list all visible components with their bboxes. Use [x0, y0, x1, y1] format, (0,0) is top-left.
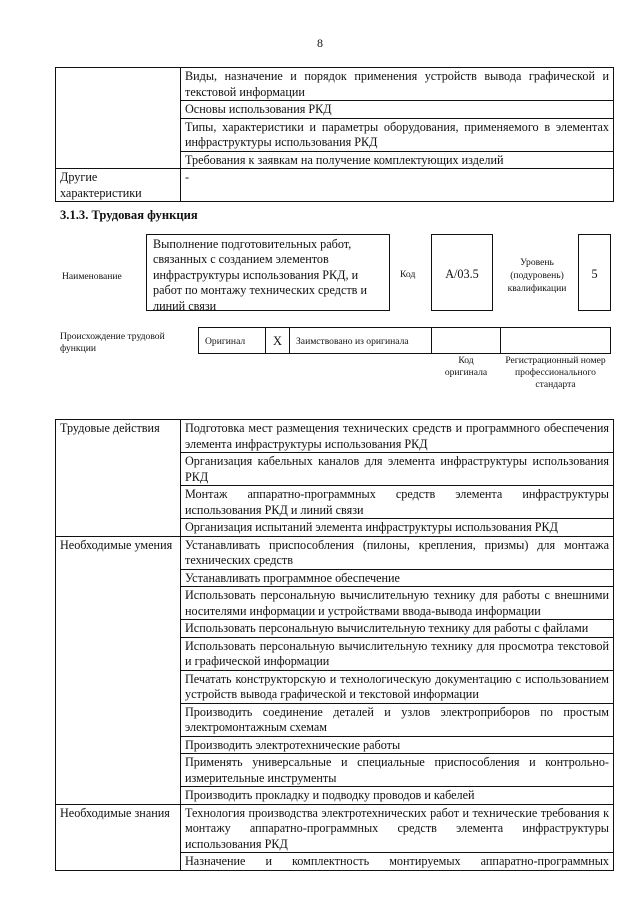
original-label: Оригинал [198, 327, 266, 354]
page-number: 8 [317, 36, 323, 50]
reg-number-caption: Регистрационный номер профессионального стандарта [505, 355, 606, 390]
list-item: Технология производства электротехнических работ и технические требования к монтажу аппаратно-программных средств элемента инфраструктуры использования РКД [181, 804, 614, 853]
list-item: Назначение и комплектность монтируемых аппаратно-программных [181, 853, 614, 871]
list-item: Организация испытаний элемента инфраструктуры использования РКД [181, 519, 614, 537]
list-item: Организация кабельных каналов для элемента инфраструктуры использования РКД [181, 453, 614, 486]
list-item: Производить прокладку и подводку проводов и кабелей [181, 787, 614, 805]
table-row [56, 169, 614, 202]
main-table [55, 419, 614, 871]
table-row [56, 804, 614, 853]
list-item: Монтаж аппаратно-программных средств элемента инфраструктуры использования РКД и линий связи [181, 486, 614, 519]
list-item: Типы, характеристики и параметры оборудования, применяемого в элементах инфраструктуры использования РКД [181, 118, 614, 151]
list-item: Производить соединение деталей и узлов электроприборов по простым электромонтажным схемам [181, 703, 614, 736]
list-item: Устанавливать программное обеспечение [181, 569, 614, 587]
borrowed-label: Заимствовано из оригинала [289, 327, 432, 354]
list-item: Подготовка мест размещения технических средств и программного обеспечения элемента инфраструктуры использования РКД [181, 420, 614, 453]
original-mark: X [265, 327, 290, 354]
list-item: Производить электротехнические работы [181, 736, 614, 754]
list-item: Использовать персональную вычислительную технику для просмотра текстовой и графической информации [181, 637, 614, 670]
category-cell [56, 68, 181, 169]
table-row [56, 68, 614, 101]
code-original-cell [431, 327, 501, 354]
origin-label: Происхождение трудовой функции [60, 331, 165, 354]
category-cell: Трудовые действия [56, 420, 181, 537]
list-item: Применять универсальные и специальные приспособления и контрольно-измерительные инструменты [181, 754, 614, 787]
name-label: Наименование [62, 271, 122, 282]
top-table [55, 67, 614, 202]
list-item: Устанавливать приспособления (пилоны, крепления, призмы) для монтажа технических средств [181, 536, 614, 569]
list-item: Основы использования РКД [181, 101, 614, 119]
category-cell: Другие характеристики [56, 169, 181, 202]
code-original-caption: Код оригинала [444, 355, 488, 378]
list-item: Требования к заявкам на получение комплектующих изделий [181, 151, 614, 169]
section-heading: 3.1.3. Трудовая функция [60, 208, 198, 222]
list-item: - [181, 169, 614, 202]
table-row [56, 536, 614, 569]
category-cell: Необходимые знания [56, 804, 181, 870]
list-item: Использовать персональную вычислительную технику для работы с файлами [181, 620, 614, 638]
code-label: Код [400, 269, 416, 280]
list-item: Виды, назначение и порядок применения устройств вывода графической и текстовой информации [181, 68, 614, 101]
list-item: Печатать конструкторскую и технологическую документацию с использованием устройств вывода графической и текстовой информации [181, 670, 614, 703]
reg-number-cell [500, 327, 611, 354]
level-label: Уровень (подуровень) квалификации [507, 257, 567, 294]
category-cell: Необходимые умения [56, 536, 181, 804]
code-value: А/03.5 [431, 234, 493, 311]
list-item: Использовать персональную вычислительную технику для работы с внешними носителями информации и устройствами ввода-вывода информации [181, 587, 614, 620]
table-row [56, 420, 614, 453]
level-value: 5 [578, 234, 611, 311]
function-name: Выполнение подготовительных работ, связанных с созданием элементов инфраструктуры использования РКД, и работ по монтажу технических средств и линий связи [146, 234, 390, 311]
